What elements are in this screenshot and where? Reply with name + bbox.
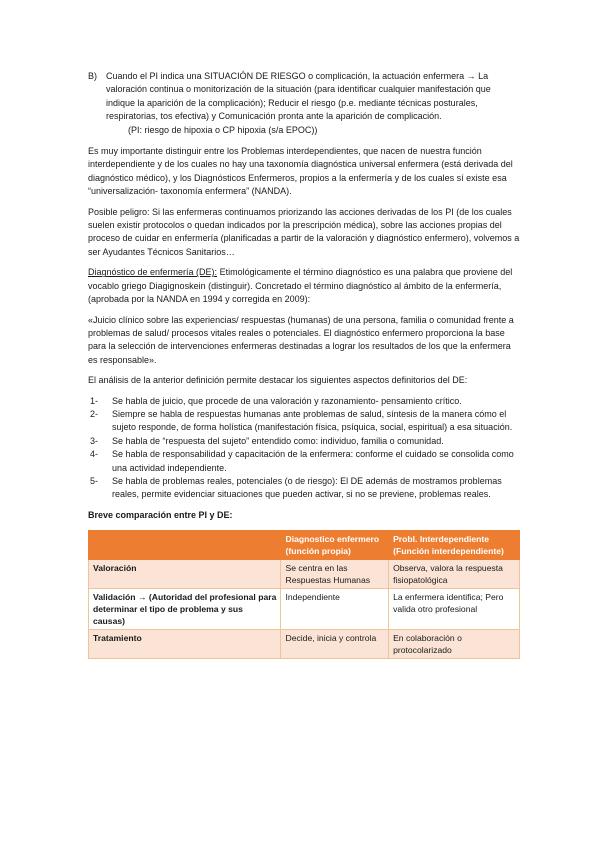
- comparison-heading: Breve comparación entre PI y DE:: [88, 509, 233, 520]
- table-row: [89, 560, 520, 589]
- table-cell: Independiente: [281, 589, 389, 630]
- table-cell: Validación → (Autoridad del profesional para determinar el tipo de problema y sus causas): [89, 589, 281, 630]
- paragraph-posible-peligro: Posible peligro: Si las enfermeras continuamos priorizando las acciones derivadas de los PI (de los cuales suelen existir protocolos o quedan indicados por la prescripción médica), sobre las acciones propias del proceso de cuidar en enfermería (planificadas a partir de la valoración y diagnóstico enfermero), volvemos a ser Ayudantes Técnicos Sanitarios…: [88, 206, 520, 257]
- table-row: [89, 589, 520, 630]
- table-cell: Valoración: [89, 560, 281, 589]
- de-label: Diagnóstico de enfermería (DE):: [88, 267, 218, 278]
- de-text: Etimológicamente el término diagnóstico es una palabra que proviene del vocablo griego Diagignoskein (distinguir). Concretado el término diagnóstico al ámbito de la enfermería, (aprobada por la NANDA en 1994 y corregida en 2009):: [88, 267, 513, 305]
- section-b-text: Cuando el PI indica una SITUACIÓN DE RIESGO o complicación, la actuación enfermera → La valoración continua o monitorización de la situación (para identificar cualquier manifestación que indique la aparición de la complicación); Reducir el riesgo (p.e. mediante técnicas posturales, respiratorias, tos efectiva) y Comunicación pronta ante la aparición de complicación.: [106, 71, 491, 122]
- document-page: [88, 70, 520, 659]
- section-b-example: (PI: riesgo de hipoxia o CP hipoxia (s/a EPOC)): [128, 124, 318, 135]
- table-cell: La enfermera identifica; Pero valida otro profesional: [389, 589, 520, 630]
- table-cell: Decide, inicia y controla: [281, 630, 389, 659]
- table-cell: Observa, valora la respuesta fisiopatológica: [389, 560, 520, 589]
- list-item: 2- Siempre se habla de respuestas humanas ante problemas de salud, síntesis de la manera cómo el sujeto responde, de forma holística (manifestación física, psíquica, social, espiritual) a esa situación.: [90, 408, 513, 433]
- table-row: [89, 630, 520, 659]
- table-header-cell: [89, 531, 281, 560]
- table-cell: En colaboración o protocolarizado: [389, 630, 520, 659]
- list-item: 3- Se habla de “respuesta del sujeto” entendido como: individuo, familia o comunidad.: [90, 435, 444, 446]
- table-header-row: [89, 531, 520, 560]
- list-item: 1- Se habla de juicio, que procede de una valoración y razonamiento- pensamiento crítico.: [90, 395, 462, 406]
- paragraph-quote: «Juicio clínico sobre las experiencias/ respuestas (humanas) de una persona, familia o comunidad frente a problemas de salud/ procesos vitales reales o potenciales. El diagnóstico enfermero proporciona la base para la selección de intervenciones enfermeras destinadas a lograr los resultados de los que la enfermera es responsable».: [88, 314, 514, 365]
- comparison-table: [88, 530, 520, 659]
- paragraph-analysis: El análisis de la anterior definición permite destacar los siguientes aspectos definitorios del DE:: [88, 375, 468, 386]
- table-cell: Se centra en las Respuestas Humanas: [281, 560, 389, 589]
- section-b-marker: B): [88, 71, 97, 81]
- section-b: [88, 70, 520, 137]
- table-cell: Tratamiento: [89, 630, 281, 659]
- paragraph-pi-vs-de: Es muy importante distinguir entre los Problemas interdependientes, que nacen de nuestra función interdependiente y de los cuales no hay una taxonomía diagnóstica universal enfermera (está derivada del diagnóstico médico), y los Diagnósticos Enfermeros, propios a la enfermería y de los cuales sí existe esa “universalización- taxonomía enfermera” (NANDA).: [88, 146, 513, 197]
- list-item: 5- Se habla de problemas reales, potenciales (o de riesgo): El DE además de mostramos problemas reales, permite evidenciar situaciones que pueden activar, si no se previene, problemas reales.: [90, 475, 502, 500]
- list-item: 4- Se habla de responsabilidad y capacitación de la enfermera: conforme el cuidado se consolida como una actividad independiente.: [90, 449, 514, 473]
- paragraph-de-definition: [88, 266, 520, 306]
- table-header-cell: Diagnostico enfermero (función propia): [281, 531, 389, 560]
- aspects-list: [88, 395, 520, 502]
- table-header-cell: Probl. Interdependiente (Función interdependiente): [389, 531, 520, 560]
